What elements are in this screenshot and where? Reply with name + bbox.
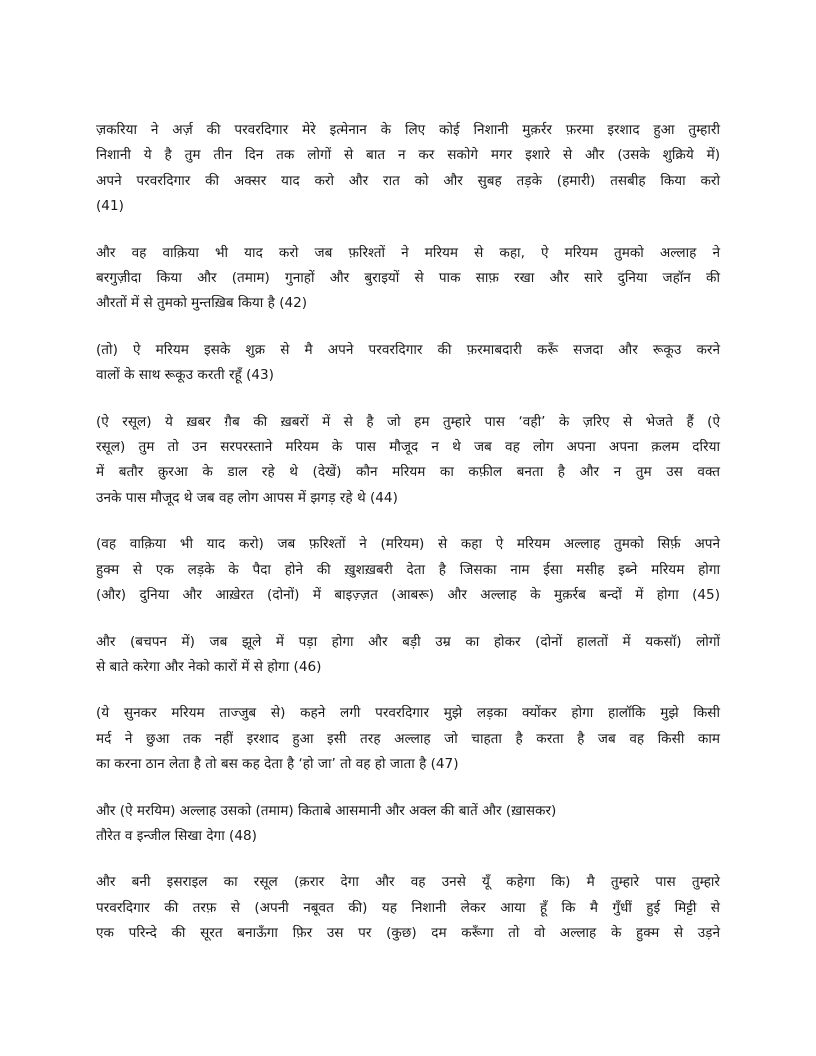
text-line: तौरेत व इन्जील सिखा देगा (48) xyxy=(96,827,257,844)
text-line: का करना ठान लेता है तो बस कह देता है ‘हो जा’ तो वह हो जाता है (47) xyxy=(96,756,459,773)
text-line: निशानी ये है तुम तीन दिन तक लोगों से बात न कर सकोगे मगर इशारे से और (उसके शुक्रिये में) xyxy=(96,147,720,164)
paragraph-verse-48 xyxy=(96,799,720,850)
text-line: ज़करिया ने अर्ज़ की परवरदिगार मेरे इत्मेनान के लिए कोई निशानी मुक़र्रर फ़रमा इरशाद हुआ तुम्हारी xyxy=(96,122,721,138)
text-line: में बतौर क़ुरआ के डाल रहे थे (देखें) कौन मरियम का कफ़ील बनता है और न तुम उस वक्त xyxy=(96,464,720,481)
text-line: अपने परवरदिगार की अक्सर याद करो और रात को और सुबह तड़के (हमारी) तसबीह किया करो xyxy=(96,172,720,189)
text-line: (वह वाक़िया भी याद करो) जब फ़रिश्तों ने (मरियम) से कहा ऐ मरियम अल्लाह तुमको सिर्फ़ अपने xyxy=(96,536,720,553)
text-line: रसूल) तुम तो उन सरपरस्ताने मरियम के पास मौजूद न थे जब वह लोग अपना अपना क़लम दरिया xyxy=(96,439,720,456)
text-line: बरगुज़ीदा किया और (तमाम) गुनाहों और बुराइयों से पाक साफ़ रखा और सारे दुनिया जहॉन की xyxy=(96,270,720,287)
paragraph-verse-43 xyxy=(96,338,720,389)
text-line: और वह वाक़िया भी याद करो जब फ़रिश्तों ने मरियम से कहा, ऐ मरियम तुमको अल्लाह ने xyxy=(96,244,720,261)
paragraph-verse-41 xyxy=(96,118,720,220)
paragraph-verse-44 xyxy=(96,410,720,512)
text-line: और (बचपन में) जब झूले में पड़ा होगा और बड़ी उम्र का होकर (दोनों हालतों में यकसॉ) लोगों xyxy=(96,633,720,650)
text-line: मर्द ने छुआ तक नहीं इरशाद हुआ इसी तरह अल्लाह जो चाहता है करता है जब वह किसी काम xyxy=(96,730,720,747)
text-line: और बनी इसराइल का रसूल (क़रार देगा और वह उनसे यूँ कहेगा कि) मै तुम्हारे पास तुम्हारे xyxy=(96,874,720,891)
text-line: हुक्म से एक लड़के के पैदा होने की ख़ुशख़बरी देता है जिसका नाम ईसा मसीह इब्ने मरियम होगा xyxy=(96,561,720,578)
text-line: वालों के साथ रूकूउ करती रहूँ (43) xyxy=(96,367,274,384)
text-line: (ये सुनकर मरियम ताज्जुब से) कहने लगी परवरदिगार मुझे लड़का क्योंकर होगा हालॉकि मुझे किसी xyxy=(96,705,720,722)
paragraph-verse-47 xyxy=(96,701,720,777)
text-line: (तो) ऐ मरियम इसके शुक्र से मै अपने परवरदिगार की फ़रमाबदारी करूँ सजदा और रूकूउ करने xyxy=(96,341,720,358)
text-line: से बाते करेगा और नेको कारों में से होगा (46) xyxy=(96,658,322,675)
text-line: (ऐ रसूल) ये ख़बर ग़ैब की ख़बरों में से है जो हम तुम्हारे पास ‘वही’ के ज़रिए से भेजते हैं (ऐ xyxy=(96,413,720,430)
paragraph-verse-49 xyxy=(96,870,720,946)
paragraph-verse-42 xyxy=(96,241,720,317)
paragraph-verse-46 xyxy=(96,630,720,681)
text-line: और (ऐ मरयिम) अल्लाह उसको (तमाम) किताबे आसमानी और अक्ल की बातें और (ख़ासकर) xyxy=(96,802,557,819)
text-line: परवरदिगार की तरफ़ से (अपनी नबूवत की) यह निशानी लेकर आया हूँ कि मै गुँधीं हुई मिट्टी से xyxy=(96,899,720,916)
text-line: (और) दुनिया और आख़ेरत (दोनों) में बाइज़्ज़त (आबरू) और अल्लाह के मुक़र्रब बन्दों में होगा (45) xyxy=(96,587,720,604)
text-line: (41) xyxy=(96,198,124,215)
paragraph-verse-45 xyxy=(96,532,720,608)
document-page xyxy=(96,118,720,968)
text-line: उनके पास मौजूद थे जब वह लोग आपस में झगड़ रहे थे (44) xyxy=(96,489,398,506)
text-line: एक परिन्दे की सूरत बनाऊँगा फ़िर उस पर (कुछ) दम करूँगा तो वो अल्लाह के हुक्म से उड़ने xyxy=(96,925,720,942)
text-line: औरतों में से तुमको मुन्तख़िब किया है (42) xyxy=(96,295,308,312)
